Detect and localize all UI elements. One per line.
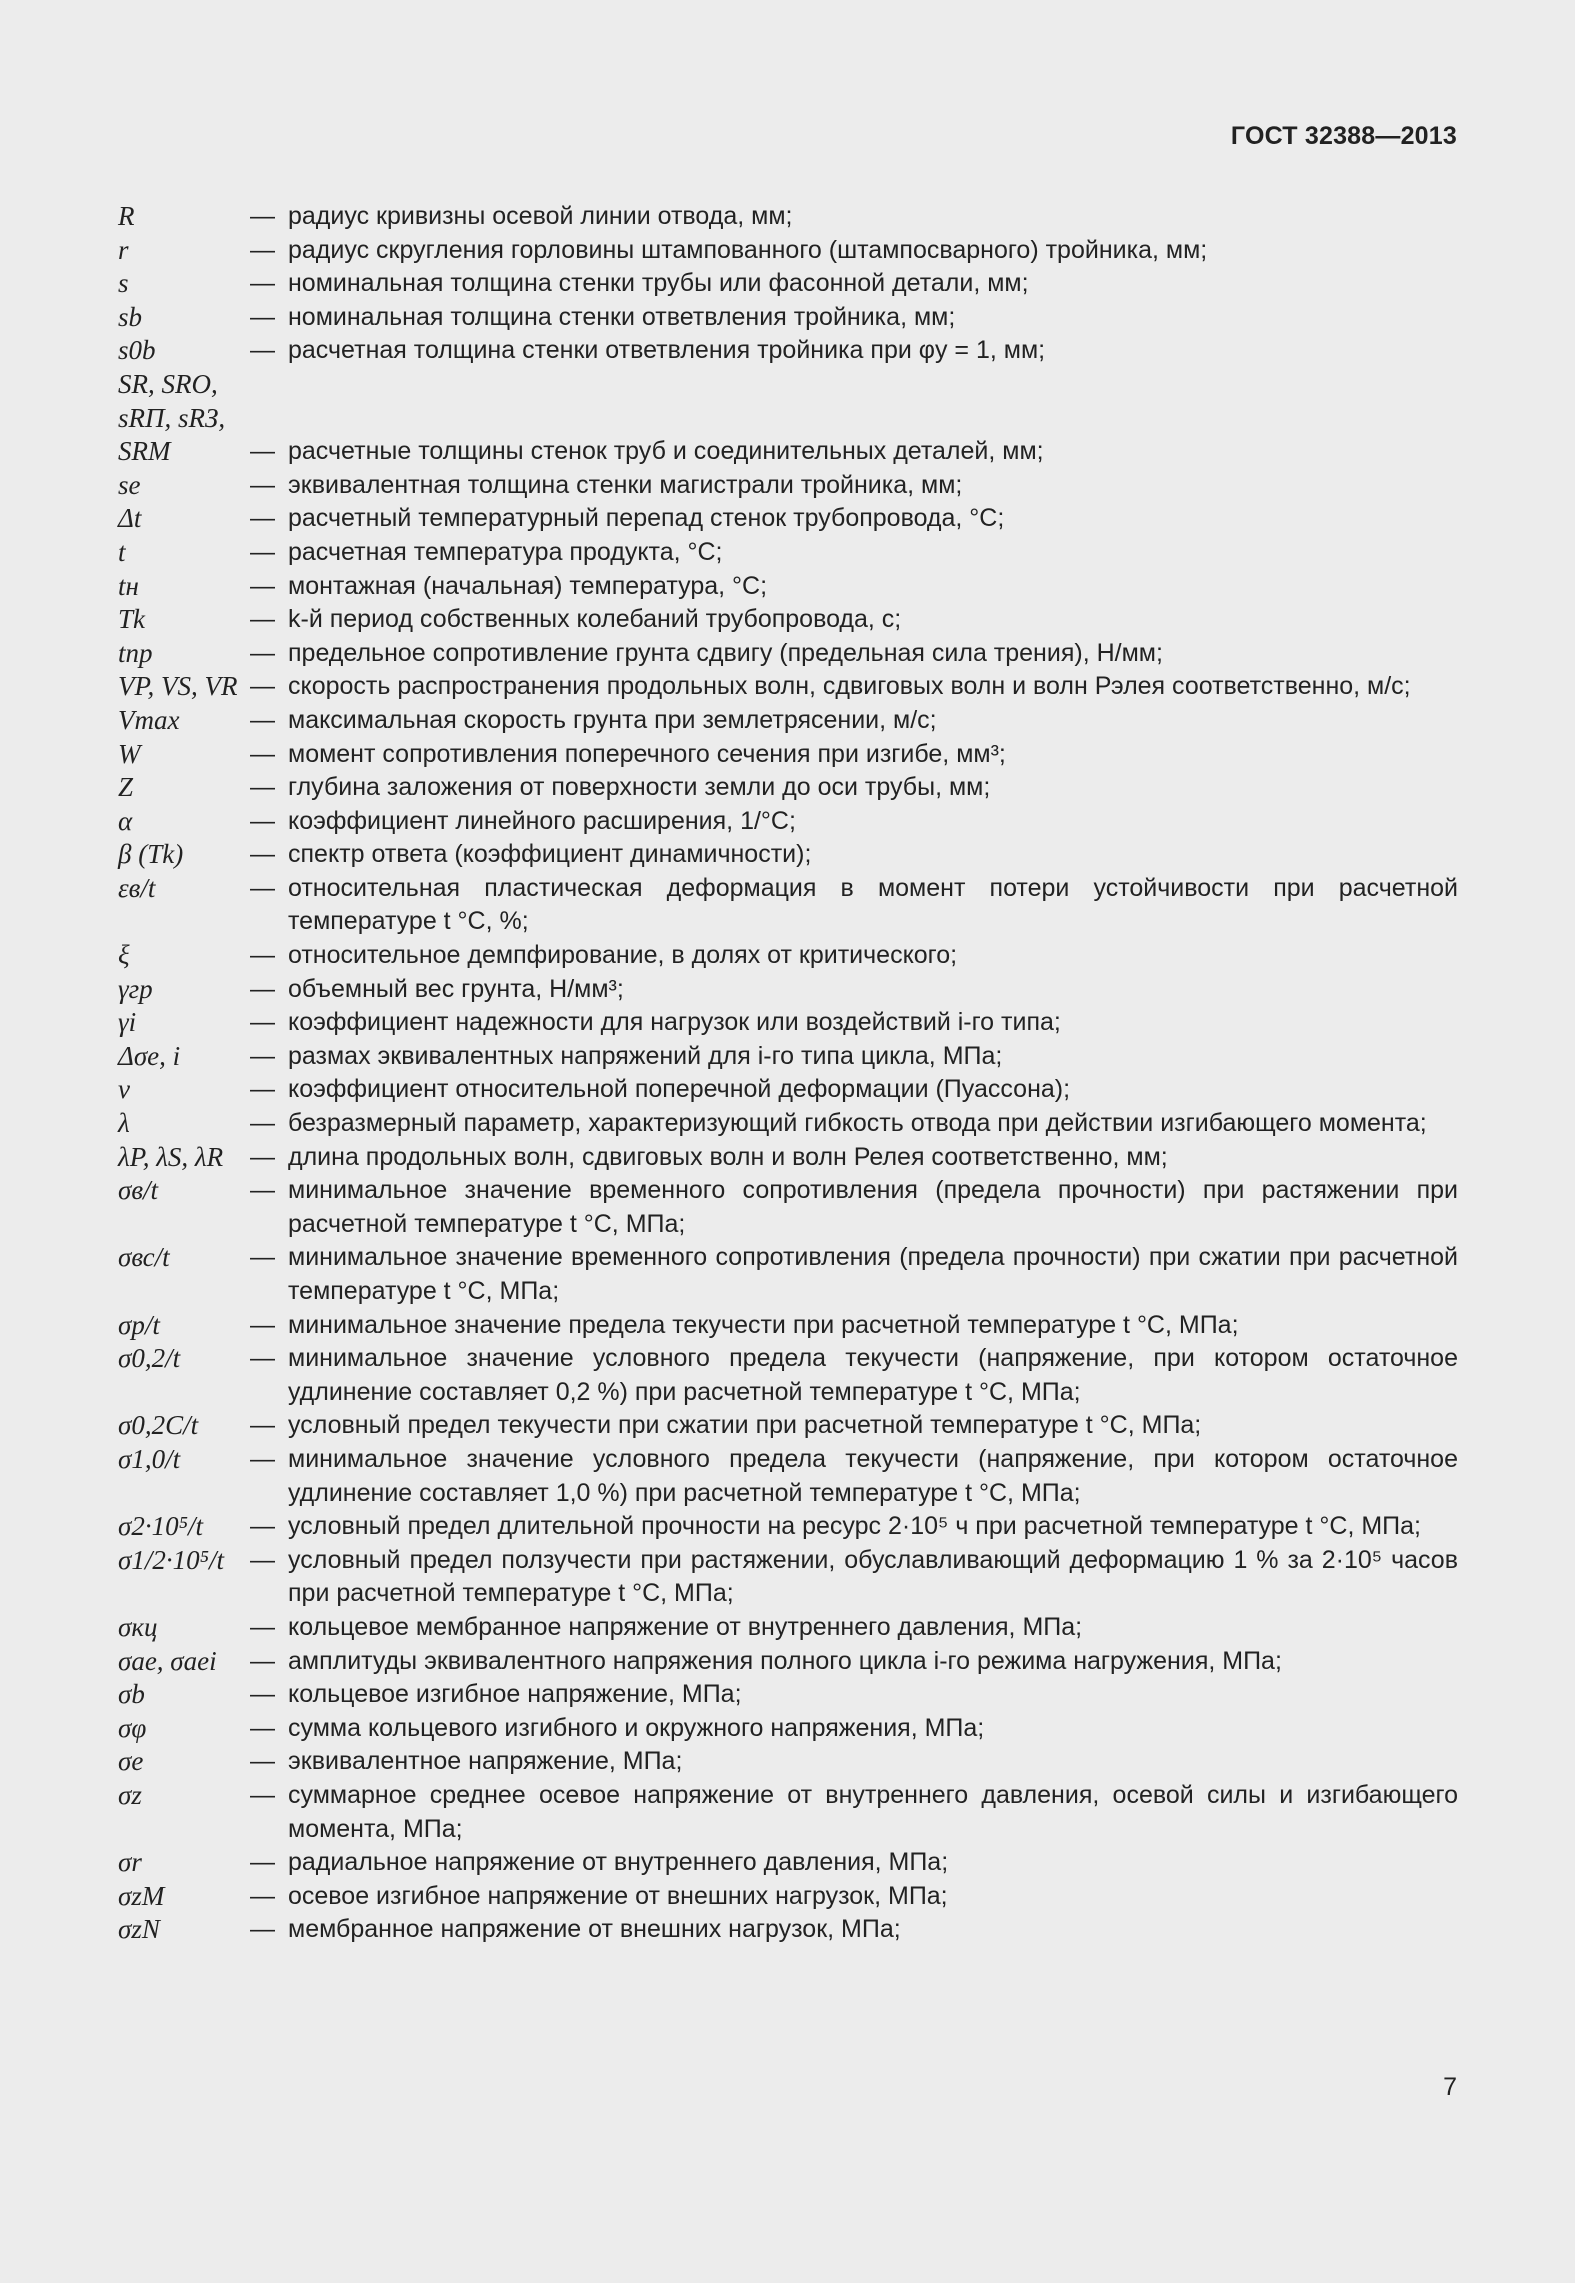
- definition-symbol: β (Tk): [118, 839, 184, 870]
- definition-dash: —: [250, 504, 275, 533]
- definition-row: [118, 771, 1458, 805]
- definition-dash: —: [250, 1612, 275, 1641]
- definition-dash: —: [250, 1142, 275, 1171]
- definition-dash: —: [250, 773, 275, 802]
- definition-row: [118, 1443, 1458, 1510]
- definition-text: расчетный температурный перепад стенок трубопровода, °С;: [288, 504, 1005, 533]
- document-header: ГОСТ 32388—2013: [1230, 122, 1457, 150]
- definition-dash: —: [250, 1344, 275, 1373]
- definition-text: минимальное значение условного предела текучести (напряжение, при котором остаточное удлинение составляет 1,0 %) при расчетной температуре t °С, МПа;: [288, 1444, 1458, 1507]
- definition-row: [118, 1409, 1458, 1443]
- definition-row: [118, 1040, 1458, 1074]
- definition-row: [118, 939, 1458, 973]
- definition-dash: —: [250, 1915, 275, 1944]
- definition-symbol: εв/t: [118, 872, 156, 903]
- definition-symbol: σz: [118, 1779, 142, 1810]
- definition-text: расчетная толщина стенки ответвления тройника при φy = 1, мм;: [288, 336, 1046, 365]
- definition-dash: —: [250, 470, 275, 499]
- definition-row: [118, 1745, 1458, 1779]
- definition-symbol: s: [118, 268, 129, 299]
- definition-row: [118, 1645, 1458, 1679]
- definition-dash: —: [250, 638, 275, 667]
- definition-text: момент сопротивления поперечного сечения при изгибе, мм³;: [288, 739, 1006, 768]
- definition-symbol: σкц: [118, 1611, 158, 1642]
- definition-dash: —: [250, 672, 275, 701]
- definition-row: [118, 738, 1458, 772]
- definition-symbol: r: [118, 234, 129, 265]
- definition-dash: —: [250, 1041, 275, 1070]
- definition-symbol: α: [118, 805, 133, 836]
- definition-row: [118, 1174, 1458, 1241]
- definition-text: суммарное среднее осевое напряжение от внутреннего давления, осевой силы и изгибающего момента, МПа;: [288, 1780, 1458, 1843]
- definition-row: [118, 301, 1458, 335]
- definition-dash: —: [250, 1680, 275, 1709]
- definition-dash: —: [250, 1512, 275, 1541]
- definition-dash: —: [250, 974, 275, 1003]
- definition-symbol: σr: [118, 1847, 142, 1878]
- definition-dash: —: [250, 873, 275, 902]
- definition-text: кольцевое мембранное напряжение от внутреннего давления, МПа;: [288, 1612, 1083, 1641]
- definition-dash: —: [250, 1646, 275, 1675]
- definition-text: объемный вес грунта, Н/мм³;: [288, 974, 624, 1003]
- definition-symbol: σzN: [118, 1914, 160, 1945]
- definition-text: условный предел текучести при сжатии при расчетной температуре t °С, МПа;: [288, 1411, 1202, 1440]
- definition-row: [118, 637, 1458, 671]
- definition-text: скорость распространения продольных волн, сдвиговых волн и волн Рэлея соответственно, м/с;: [288, 672, 1411, 701]
- definition-dash: —: [250, 336, 275, 365]
- definition-row: [118, 402, 1458, 436]
- definition-row: [118, 1107, 1458, 1141]
- definition-symbol: γгр: [118, 973, 153, 1004]
- definition-symbol: γi: [118, 1007, 137, 1038]
- definition-text: радиальное напряжение от внутреннего давления, МПа;: [288, 1848, 949, 1877]
- definition-row: [118, 334, 1458, 368]
- definition-text: коэффициент относительной поперечной деформации (Пуассона);: [288, 1075, 1071, 1104]
- definition-symbol: σφ: [118, 1712, 147, 1743]
- definition-dash: —: [250, 571, 275, 600]
- definition-text: эквивалентная толщина стенки магистрали тройника, мм;: [288, 470, 963, 499]
- definition-text: кольцевое изгибное напряжение, МПа;: [288, 1680, 742, 1709]
- definition-symbol: VP, VS, VR: [118, 671, 238, 702]
- definition-symbol: σ0,2/t: [118, 1343, 181, 1374]
- definition-row: [118, 267, 1458, 301]
- definition-row: [118, 1510, 1458, 1544]
- definition-dash: —: [250, 302, 275, 331]
- definition-text: коэффициент надежности для нагрузок или воздействий i-го типа;: [288, 1008, 1061, 1037]
- definition-text: коэффициент линейного расширения, 1/°С;: [288, 806, 796, 835]
- definition-row: [118, 234, 1458, 268]
- definition-row: [118, 838, 1458, 872]
- definition-dash: —: [250, 1411, 275, 1440]
- definition-row: [118, 435, 1458, 469]
- definition-text: радиус кривизны осевой линии отвода, мм;: [288, 202, 793, 230]
- definition-text: предельное сопротивление грунта сдвигу (предельная сила трения), Н/мм;: [288, 638, 1163, 667]
- definition-symbol: λ: [118, 1108, 130, 1139]
- definition-row: [118, 973, 1458, 1007]
- definition-row: [118, 603, 1458, 637]
- definition-row: [118, 1241, 1458, 1308]
- definition-row: [118, 1712, 1458, 1746]
- definition-dash: —: [250, 1109, 275, 1138]
- definition-row: [118, 704, 1458, 738]
- definition-text: сумма кольцевого изгибного и окружного напряжения, МПа;: [288, 1713, 985, 1742]
- definition-symbol: σzM: [118, 1880, 165, 1911]
- definition-text: k-й период собственных колебаний трубопровода, с;: [288, 605, 902, 634]
- definition-text: глубина заложения от поверхности земли до оси трубы, мм;: [288, 773, 991, 802]
- definition-text: минимальное значение временного сопротивления (предела прочности) при сжатии при расчетной температуре t °С, МПа;: [288, 1243, 1458, 1305]
- definition-dash: —: [250, 437, 275, 466]
- definition-dash: —: [250, 806, 275, 835]
- definition-text: эквивалентное напряжение, МПа;: [288, 1747, 683, 1776]
- definition-symbol: Vmax: [118, 704, 180, 735]
- definition-dash: —: [250, 605, 275, 634]
- definition-symbol: R: [118, 201, 135, 231]
- definition-row: [118, 200, 1458, 234]
- definition-row: [118, 872, 1458, 939]
- definition-symbol: λP, λS, λR: [118, 1141, 224, 1172]
- definition-row: [118, 502, 1458, 536]
- definition-symbol: σe: [118, 1746, 144, 1777]
- definition-symbol: s0b: [118, 335, 156, 366]
- definition-row: [118, 570, 1458, 604]
- definition-symbol: sRП, sRЗ,: [118, 402, 226, 433]
- definition-row: [118, 1544, 1458, 1611]
- definition-symbol: Z: [118, 772, 134, 803]
- definition-symbol: sb: [118, 301, 143, 332]
- definition-dash: —: [250, 1747, 275, 1776]
- definition-text: минимальное значение условного предела текучести (напряжение, при котором остаточное удлинение составляет 0,2 %) при расчетной температуре t °С, МПа;: [288, 1344, 1458, 1406]
- definition-text: минимальное значение предела текучести при расчетной температуре t °С, МПа;: [288, 1310, 1239, 1339]
- definition-text: расчетная температура продукта, °С;: [288, 537, 723, 566]
- definition-symbol: SRM: [118, 436, 171, 467]
- definition-text: амплитуды эквивалентного напряжения полного цикла i-го режима нагружения, МПа;: [288, 1646, 1282, 1675]
- definition-symbol: W: [118, 738, 141, 769]
- definition-symbol: SR, SRO,: [118, 368, 218, 399]
- definition-row: [118, 805, 1458, 839]
- definitions-list: [118, 200, 1458, 1947]
- definition-text: расчетные толщины стенок труб и соединительных деталей, мм;: [288, 437, 1044, 466]
- definition-text: осевое изгибное напряжение от внешних нагрузок, МПа;: [288, 1881, 948, 1910]
- definition-row: [118, 1779, 1458, 1846]
- definition-symbol: σ0,2C/t: [118, 1410, 199, 1441]
- definition-symbol: σв/t: [118, 1175, 159, 1206]
- definition-text: радиус скругления горловины штампованного (штампосварного) тройника, мм;: [288, 235, 1208, 264]
- definition-text: минимальное значение временного сопротивления (предела прочности) при растяжении при расчетной температуре t °С, МПа;: [288, 1176, 1458, 1238]
- definition-symbol: σae, σaei: [118, 1645, 217, 1676]
- definition-symbol: tн: [118, 570, 139, 601]
- definition-dash: —: [250, 235, 275, 264]
- definition-row: [118, 1309, 1458, 1343]
- definition-dash: —: [250, 1243, 275, 1272]
- definition-text: размах эквивалентных напряжений для i-го типа цикла, МПа;: [288, 1041, 1003, 1070]
- page-number: 7: [1443, 2073, 1457, 2101]
- definition-dash: —: [250, 941, 275, 970]
- definition-text: относительное демпфирование, в долях от критического;: [288, 941, 958, 970]
- definition-symbol: ν: [118, 1074, 130, 1105]
- definition-symbol: se: [118, 469, 141, 500]
- definition-row: [118, 670, 1458, 704]
- definition-row: [118, 1913, 1458, 1947]
- definition-row: [118, 1880, 1458, 1914]
- definition-text: номинальная толщина стенки ответвления тройника, мм;: [288, 302, 956, 331]
- definition-row: [118, 1141, 1458, 1175]
- definition-row: [118, 1611, 1458, 1645]
- definition-dash: —: [250, 705, 275, 734]
- definition-symbol: Tk: [118, 604, 145, 635]
- definition-symbol: tпр: [118, 637, 153, 668]
- definition-dash: —: [250, 1444, 275, 1473]
- definition-symbol: σвс/t: [118, 1242, 170, 1273]
- definition-row: [118, 368, 1458, 402]
- definition-row: [118, 1678, 1458, 1712]
- definition-dash: —: [250, 202, 275, 230]
- definition-symbol: σ2·10⁵/t: [118, 1511, 203, 1542]
- definition-text: спектр ответа (коэффициент динамичности);: [288, 840, 812, 869]
- definition-symbol: Δσe, i: [118, 1040, 181, 1071]
- definition-text: максимальная скорость грунта при землетрясении, м/с;: [288, 705, 937, 734]
- definition-dash: —: [250, 1881, 275, 1910]
- definition-dash: —: [250, 1545, 275, 1574]
- definition-text: условный предел длительной прочности на ресурс 2·10⁵ ч при расчетной температуре t °С, МПа;: [288, 1512, 1421, 1541]
- definition-row: [118, 1073, 1458, 1107]
- definition-symbol: σ1,0/t: [118, 1443, 181, 1474]
- definition-dash: —: [250, 840, 275, 869]
- definition-dash: —: [250, 537, 275, 566]
- definition-text: длина продольных волн, сдвиговых волн и волн Релея соответственно, мм;: [288, 1142, 1168, 1171]
- definition-text: безразмерный параметр, характеризующий гибкость отвода при действии изгибающего момента;: [288, 1109, 1427, 1138]
- definition-dash: —: [250, 739, 275, 768]
- definition-row: [118, 1006, 1458, 1040]
- definition-row: [118, 469, 1458, 503]
- definition-symbol: Δt: [118, 503, 142, 534]
- definition-dash: —: [250, 269, 275, 298]
- definition-dash: —: [250, 1713, 275, 1742]
- definition-symbol: t: [118, 536, 126, 567]
- definition-dash: —: [250, 1075, 275, 1104]
- definition-text: относительная пластическая деформация в момент потери устойчивости при расчетной температуре t °С, %;: [288, 873, 1458, 936]
- definition-symbol: ξ: [118, 940, 130, 971]
- definition-symbol: σ1/2·10⁵/t: [118, 1544, 224, 1575]
- definition-text: мембранное напряжение от внешних нагрузок, МПа;: [288, 1915, 901, 1944]
- definition-text: монтажная (начальная) температура, °С;: [288, 571, 768, 600]
- definition-dash: —: [250, 1848, 275, 1877]
- definition-dash: —: [250, 1176, 275, 1205]
- definition-symbol: σb: [118, 1679, 145, 1710]
- definition-row: [118, 536, 1458, 570]
- definition-symbol: σp/t: [118, 1309, 160, 1340]
- definition-row: [118, 1342, 1458, 1409]
- definition-row: [118, 1846, 1458, 1880]
- definition-dash: —: [250, 1310, 275, 1339]
- definition-text: номинальная толщина стенки трубы или фасонной детали, мм;: [288, 269, 1029, 298]
- definition-text: условный предел ползучести при растяжении, обуславливающий деформацию 1 % за 2·10⁵ часов при расчетной температуре t °С, МПа;: [288, 1545, 1458, 1608]
- definition-dash: —: [250, 1008, 275, 1037]
- definition-dash: —: [250, 1780, 275, 1809]
